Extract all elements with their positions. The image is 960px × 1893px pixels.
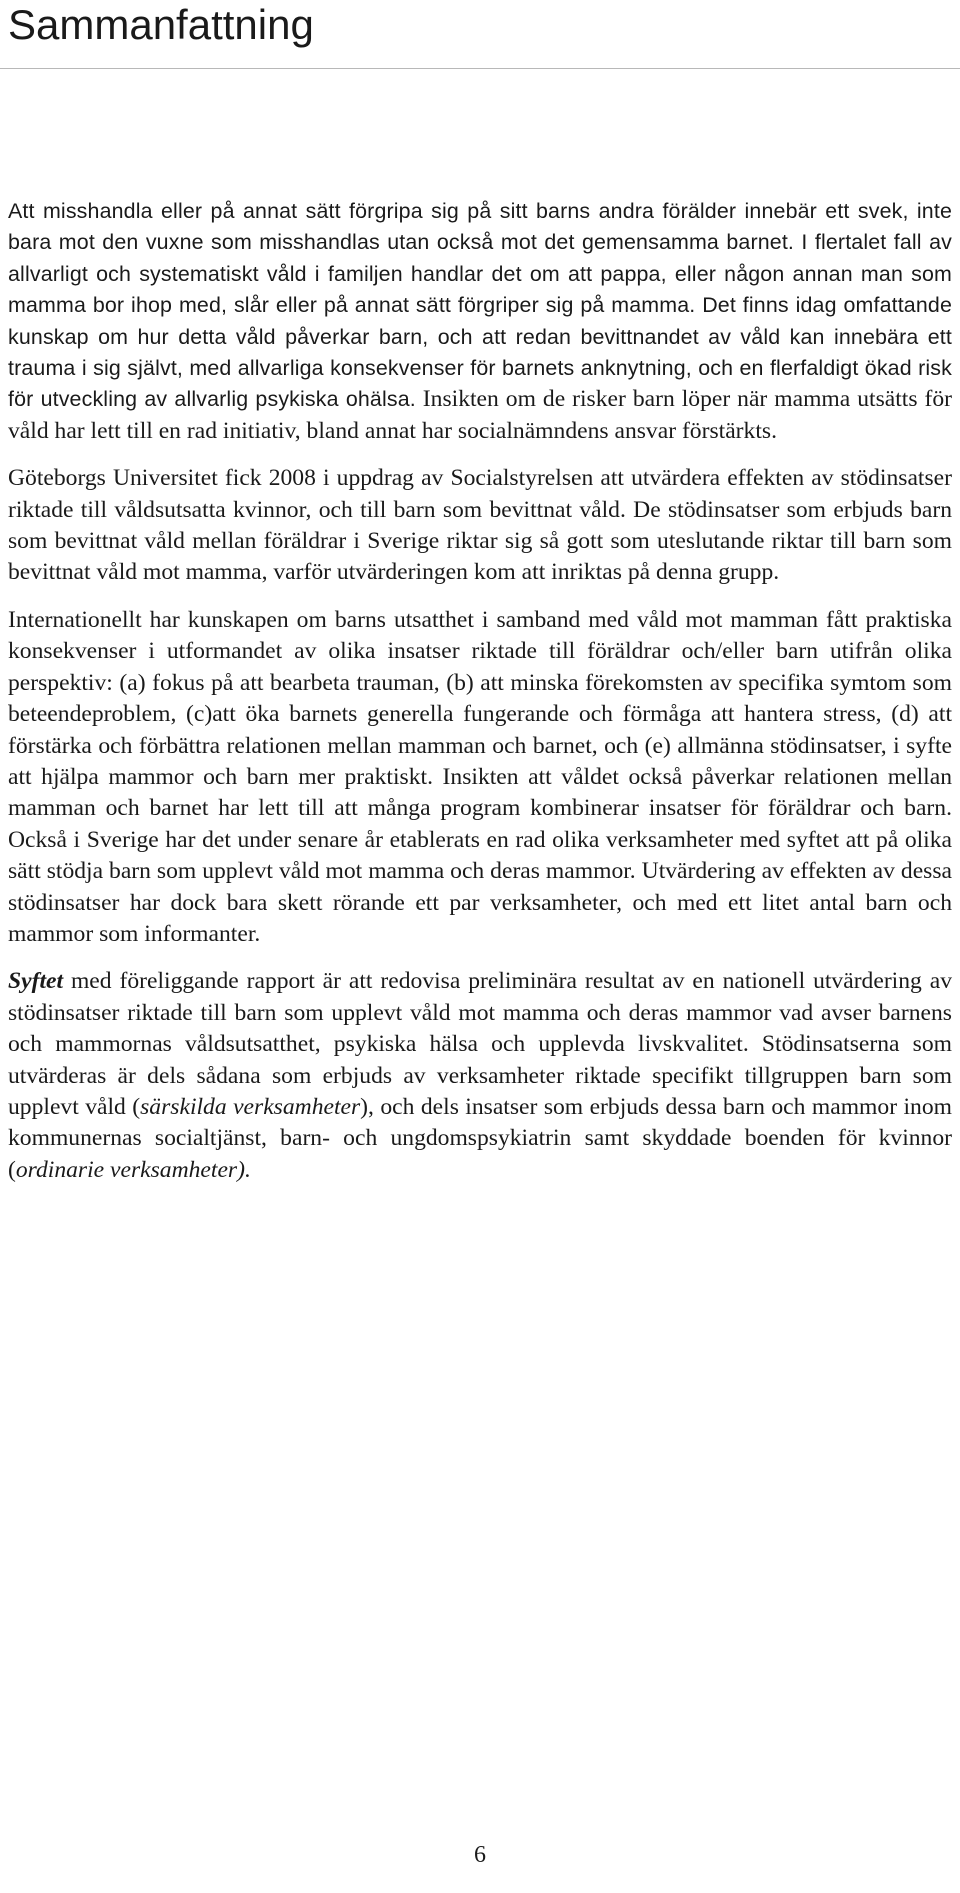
paragraph-4-text-part-2: ), och dels insatser som erbjuds dessa barn och mammor inom kommunernas socialtjänst, barn- och ungdomspsykiatrin samt skyddade boenden för kvinnor ( [8,1093,952,1183]
paragraph-2: Göteborgs Universitet fick 2008 i uppdrag av Socialstyrelsen att utvärdera effekten av stödinsatser riktade till våldsutsatta kvinnor, och till barn som bevittnat våld. De stödinsatser som erbjuds barn som bevittnat våld mellan föräldrar i Sverige riktar sig så gott som uteslutande riktar till barn som bevittnat våld mot mamma, varför utvärderingen kom att inriktas på denna grupp. [8,465,952,586]
paragraph-3: Internationellt har kunskapen om barns utsatthet i samband med våld mot mamman fått praktiska konsekvenser i utformandet av olika insatser riktade till föräldrar och/eller barn utifrån olika perspektiv: (a) fokus på att bearbeta trauman, (b) att minska förekomsten av specifika symtom som beteendeproblem, (c)att öka barnets generella fungerande och förmåga att hantera stress, (d) att förstärka och förbättra relationen mellan mamman och barnet, och (e) allmänna stödinsatser, i syfte att hjälpa mammor och barn mer praktiskt. Insikten att våldet också påverkar relationen mellan mamman och barnet har lett till att många program kombinerar insatser för föräldrar och barn. Också i Sverige har det under senare år etablerats en rad olika verksamheter med syftet att på olika sätt stödja barn som upplevt våld mot mamma och deras mammor. Utvärdering av effekten av dessa stödinsatser har dock bara skett rörande ett par verksamheter, och med ett litet antal barn och mammor som informanter. [8,606,952,947]
document-body [8,196,952,1202]
paragraph-1-serif-text: Insikten om de risker barn löper när mamma utsätts för våld har lett till en rad initiativ, bland annat har socialnämndens ansvar förstärkts. [8,386,952,444]
paragraph-4-lead-term: Syftet [8,968,64,995]
page-number: 6 [474,1842,486,1868]
paragraph-4-italic-term-1: särskilda verksamheter [140,1093,361,1120]
paragraph-1-sans-text: Att misshandla eller på annat sätt förgripa sig på sitt barns andra förälder innebär ett svek, inte bara mot den vuxne som misshandlas utan också mot det gemensamma barnet. I flertalet fall av allvarligt och systematiskt våld i familjen handlar det om att pappa, eller någon annan man som mamma bor ihop med, slår eller på annat sätt förgriper sig på mamma. Det finns idag omfattande kunskap om hur detta våld påverkar barn, och att redan bevittnandet av våld kan innebära ett trauma i sig självt, med allvarliga konsekvenser för barnets anknytning, och en flerfaldigt ökad risk för utveckling av allvarlig psykiska ohälsa. [8,199,952,412]
paragraph-4-text-part-1: med föreliggande rapport är att redovisa preliminära resultat av en nationell utvärdering av stödinsatser riktade till barn som upplevt våld mot mamma och deras mammor vad avser barnens och mammornas våldsutsatthet, psykiska hälsa och upplevda livskvalitet. Stödinsatserna som utvärderas är dels sådana som erbjuds av verksamheter riktade specifikt tillgruppen barn som upplevt våld ( [8,968,952,1120]
heading-divider [0,68,960,69]
paragraph-4 [8,966,952,1186]
paragraph-1 [8,196,952,447]
page-title: Sammanfattning [8,1,314,48]
paragraph-4-italic-term-2: ordinarie verksamheter). [15,1156,251,1183]
